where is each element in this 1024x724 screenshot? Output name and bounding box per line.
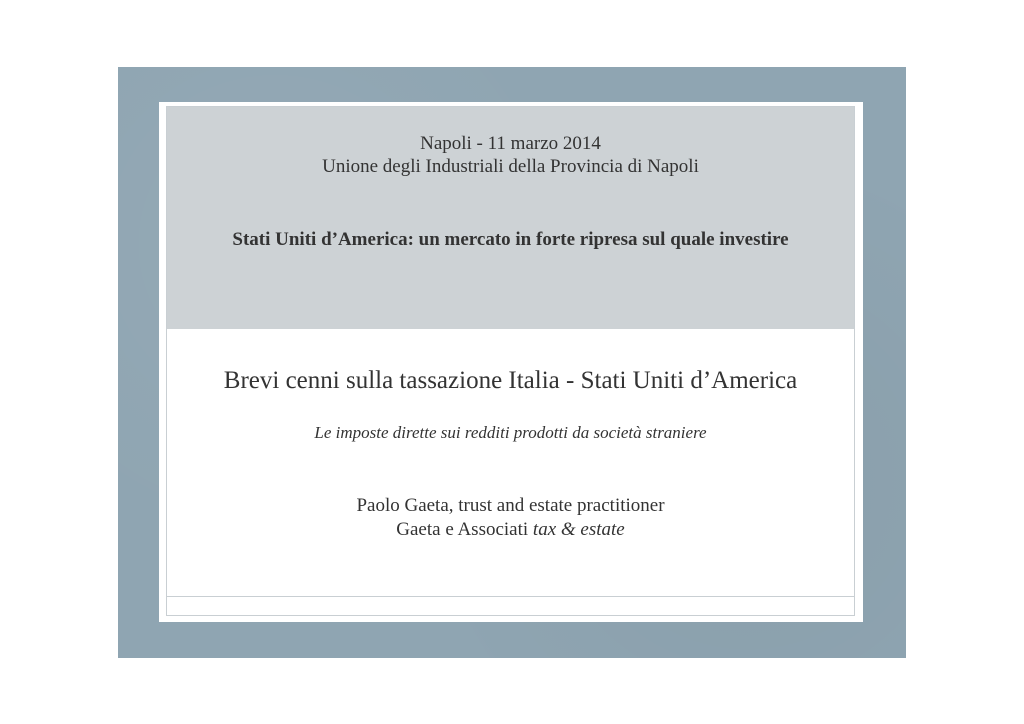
slide — [159, 102, 863, 622]
conference-title: Stati Uniti d’America: un mercato in forte ripresa sul quale investire — [232, 229, 789, 250]
presentation-title: Brevi cenni sulla tassazione Italia - Stati Uniti d’America — [223, 367, 798, 394]
slide-content-area — [166, 106, 855, 616]
firm-name: Gaeta e Associati — [396, 519, 529, 540]
footer-divider — [167, 596, 854, 597]
firm-line — [167, 519, 854, 541]
author-line: Paolo Gaeta, trust and estate practitioner — [356, 495, 665, 516]
firm-tagline: tax & estate — [532, 519, 625, 540]
presentation-subtitle: Le imposte dirette sui redditi prodotti da società straniere — [314, 423, 707, 442]
event-date-line: Napoli - 11 marzo 2014 — [420, 133, 601, 154]
organizer-line: Unione degli Industriali della Provincia di Napoli — [322, 156, 699, 177]
